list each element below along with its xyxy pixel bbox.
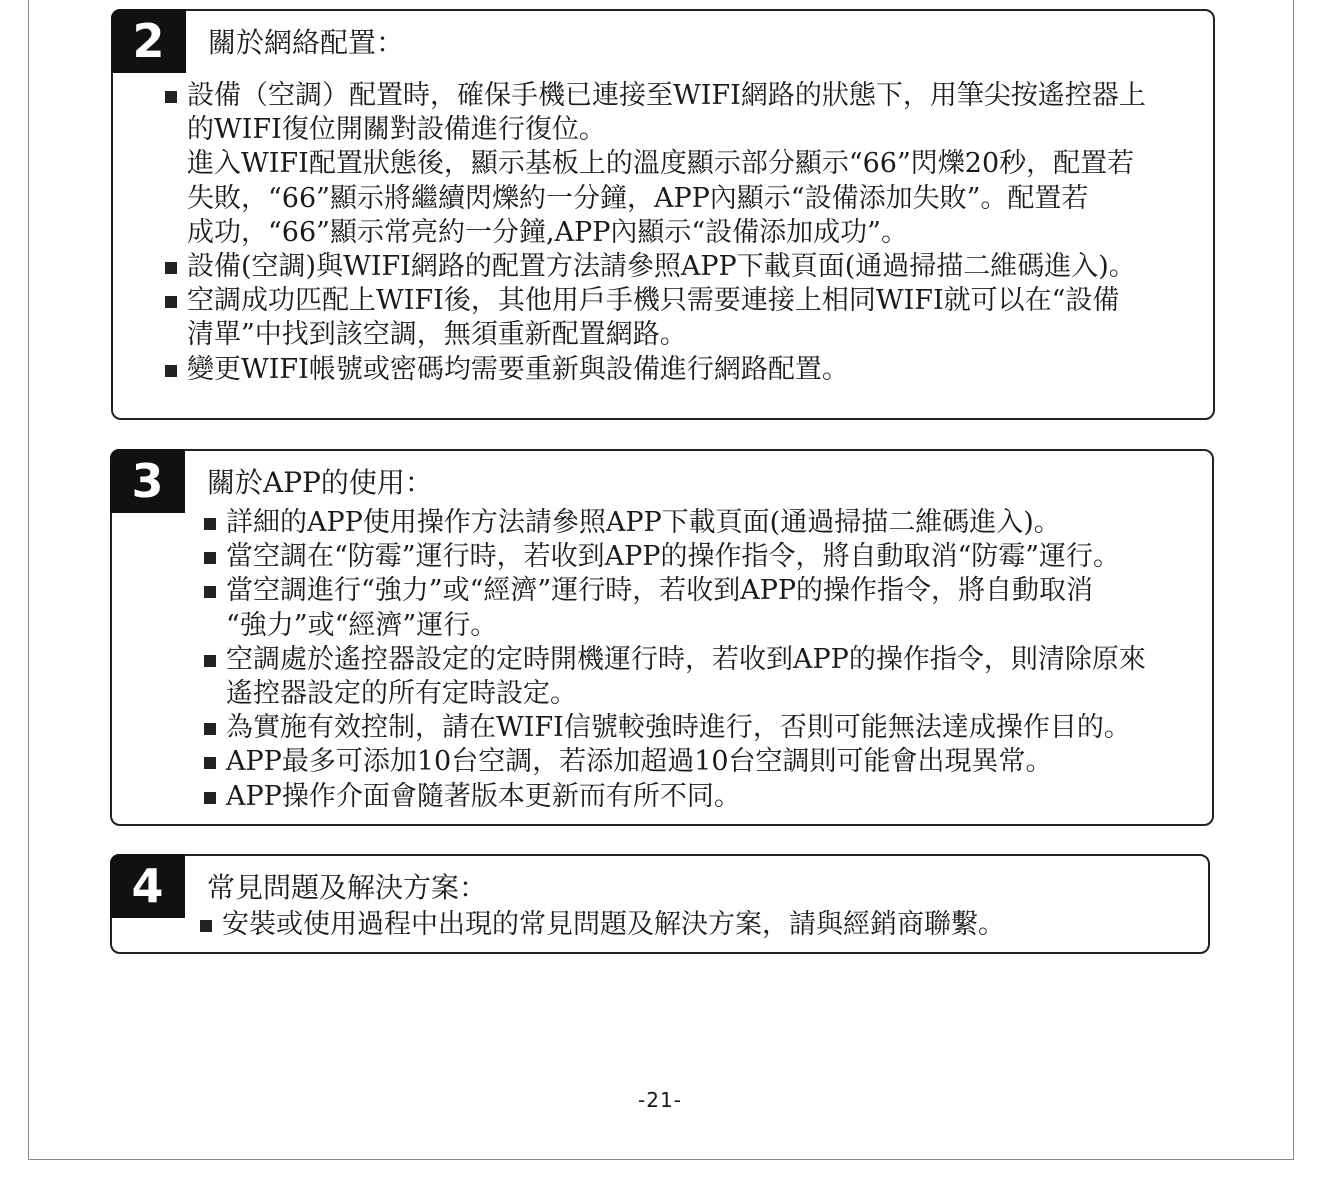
item-text-line: 為實施有效控制，請在WIFI信號較強時進行，否則可能無法達成操作目的。 bbox=[226, 712, 1131, 744]
item-text-line: 進入WIFI配置狀態後，顯示基板上的溫度顯示部分顯示“66”閃爍20秒，配置若 bbox=[187, 148, 1135, 180]
item-text-line: APP操作介面會隨著版本更新而有所不同。 bbox=[226, 780, 741, 812]
section-title: 關於APP的使用： bbox=[207, 466, 433, 499]
section-title: 常見問題及解決方案： bbox=[207, 871, 488, 904]
item-text-line: 當空調進行“強力”或“經濟”運行時，若收到APP的操作指令，將自動取消 bbox=[226, 575, 1094, 607]
list-item bbox=[196, 908, 1005, 942]
list-item bbox=[161, 284, 1146, 352]
item-text-line: 設備(空調)與WIFI網路的配置方法請參照APP下載頁面(通過掃描二維碼進入)。 bbox=[187, 251, 1136, 283]
list-item bbox=[200, 540, 1146, 574]
list-item bbox=[161, 250, 1146, 284]
section-network-config bbox=[111, 9, 1215, 420]
item-text-line: 當空調在“防霉”運行時，若收到APP的操作指令，將自動取消“防霉”運行。 bbox=[226, 541, 1121, 573]
item-text-line: 空調處於遙控器設定的定時開機運行時，若收到APP的操作指令，則清除原來 bbox=[226, 643, 1146, 675]
page-number: -21- bbox=[638, 1088, 682, 1112]
item-text-line: 變更WIFI帳號或密碼均需要重新與設備進行網路配置。 bbox=[187, 353, 849, 385]
item-text-line: 設備（空調）配置時，確保手機已連接至WIFI網路的狀態下，用筆尖按遙控器上 bbox=[187, 80, 1146, 111]
item-text-line: 成功，“66”顯示常亮約一分鐘,APP內顯示“設備添加成功”。 bbox=[187, 216, 908, 248]
list-item bbox=[200, 780, 1146, 814]
list-item bbox=[200, 574, 1146, 642]
section-item-list bbox=[200, 506, 1146, 814]
item-text-line: 清單”中找到該空調，無須重新配置網路。 bbox=[187, 319, 687, 351]
item-text-line: 的WIFI復位開關對設備進行復位。 bbox=[187, 114, 606, 146]
item-text-line: 空調成功匹配上WIFI後，其他用戶手機只需要連接上相同WIFI就可以在“設備 bbox=[187, 285, 1120, 317]
item-text-line: APP最多可添加10台空調，若添加超過10台空調則可能會出現異常。 bbox=[226, 746, 1053, 778]
section-item-list bbox=[196, 908, 1005, 942]
section-number-badge: 2 bbox=[111, 9, 186, 73]
item-text-line: “強力”或“經濟”運行。 bbox=[226, 609, 498, 641]
item-text-line: 安裝或使用過程中出現的常見問題及解決方案，請與經銷商聯繫。 bbox=[222, 909, 1005, 940]
list-item bbox=[200, 745, 1146, 779]
item-text-line: 詳細的APP使用操作方法請參照APP下載頁面(通過掃描二維碼進入)。 bbox=[226, 507, 1061, 538]
section-faq bbox=[110, 854, 1210, 954]
list-item bbox=[161, 353, 1146, 387]
section-app-usage bbox=[110, 449, 1214, 826]
item-text-line: 遙控器設定的所有定時設定。 bbox=[226, 678, 577, 710]
item-text-line: 失敗，“66”顯示將繼續閃爍約一分鐘，APP內顯示“設備添加失敗”。配置若 bbox=[187, 182, 1089, 214]
list-item bbox=[200, 643, 1146, 711]
list-item bbox=[200, 506, 1146, 540]
section-title: 關於網絡配置： bbox=[208, 26, 405, 59]
list-item bbox=[200, 711, 1146, 745]
section-item-list bbox=[161, 79, 1146, 387]
section-number-badge: 3 bbox=[110, 449, 185, 513]
section-number-badge: 4 bbox=[110, 854, 185, 918]
list-item bbox=[161, 79, 1146, 250]
